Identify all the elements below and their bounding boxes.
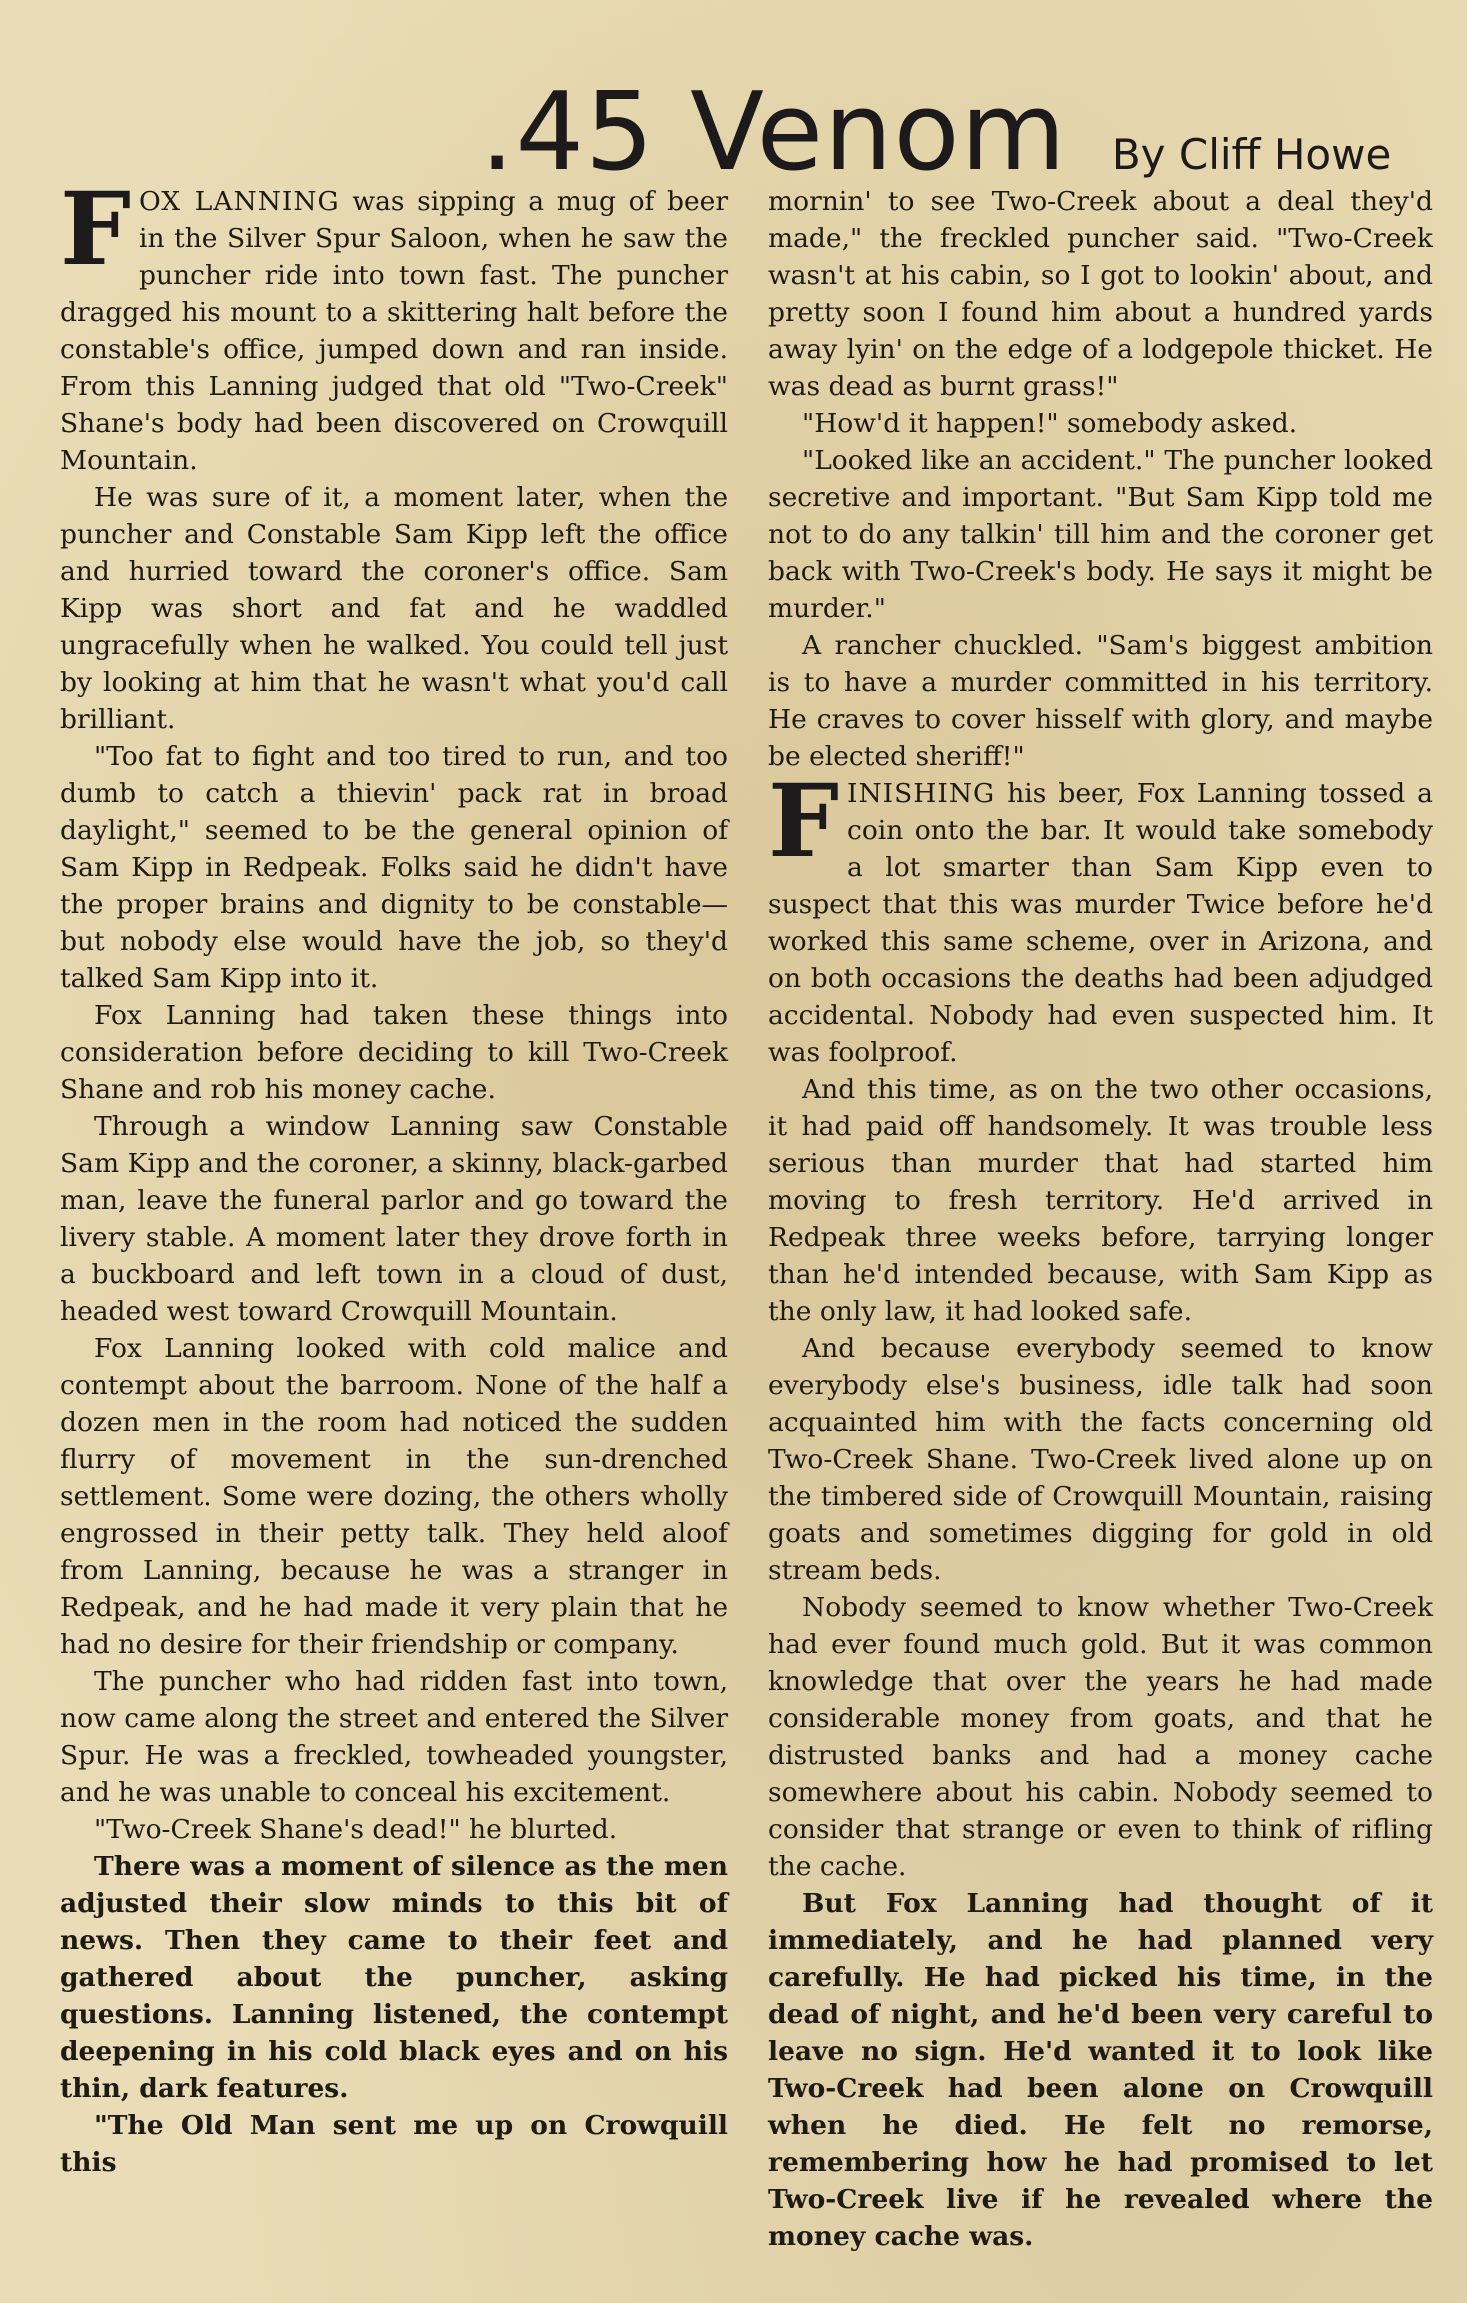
paragraph: The puncher who had ridden fast into town, now came along the street and entered the Silver Spur. He was a freckled, towheaded youngster, and he was unable to conceal his excitement. [60,1666,728,1808]
paragraph-text: was sipping a mug of beer in the Silver Spur Saloon, when he saw the puncher ride into town fast. The puncher dragged his mount to a skittering halt before the constable's office, jumped down and ran inside. From this Lanning judged that old "Two-Creek" Shane's body had been discovered on Crowquill Mountain. [60,186,729,476]
paragraph: He was sure of it, a moment later, when the puncher and Constable Sam Kipp left the office and hurried toward the coroner's office. Sam Kipp was short and fat and he waddled ungracefully when he walked. You could tell just by looking at him that he wasn't what you'd call brilliant. [60,482,728,735]
drop-cap: F [60,170,131,288]
paragraph: "Two-Creek Shane's dead!" he blurted. [94,1814,618,1845]
paragraph [60,170,729,479]
paragraph: And because everybody seemed to know everybody else's business, idle talk had soon acquainted him with the facts concerning old Two-Creek Shane. Two-Creek lived alone up on the timbered side of Crowquill Mountain, raising goats and sometimes digging for gold in old stream beds. [768,1333,1433,1586]
right-column [768,183,1433,2255]
paragraph: Through a window Lanning saw Constable Sam Kipp and the coroner, a skinny, black-garbed man, leave the funeral parlor and go toward the livery stable. A moment later they drove forth in a buckboard and left town in a cloud of dust, headed west toward Crowquill Mountain. [60,1111,728,1327]
lead-in: INISHING [847,778,996,809]
paragraph: A rancher chuckled. "Sam's biggest ambition is to have a murder committed in his territory. He craves to cover hisself with glory, and maybe be elected sheriff!" [768,630,1433,772]
lead-in: OX LANNING [139,186,340,217]
paragraph-text: his beer, Fox Lanning tossed a coin onto the bar. It would take somebody a lot smarter than Sam Kipp even to suspect that this was murder Twice before he'd worked this same scheme, over in Arizona, and on both occasions the deaths had been adjudged accidental. Nobody had even suspected him. It was foolproof. [768,778,1433,1068]
paragraph: "The Old Man sent me up on Crowquill this [60,2110,728,2178]
paragraph: Fox Lanning looked with cold malice and contempt about the barroom. None of the half a dozen men in the room had noticed the sudden flurry of movement in the sun-drenched settlement. Some were dozing, the others wholly engrossed in their petty talk. They held aloof from Lanning, because he was a stranger in Redpeak, and he had made it very plain that he had no desire for their friendship or company. [60,1333,728,1660]
paragraph: "Too fat to fight and too tired to run, and too dumb to catch a thievin' pack rat in broad daylight," seemed to be the general opinion of Sam Kipp in Redpeak. Folks said he didn't have the proper brains and dignity to be constable—but nobody else would have the job, so they'd talked Sam Kipp into it. [60,741,728,994]
story-byline: By Cliff Howe [1111,130,1392,179]
paragraph: mornin' to see Two-Creek about a deal they'd made," the freckled puncher said. "Two-Creek wasn't at his cabin, so I got to lookin' about, and pretty soon I found him about a hundred yards away lyin' on the edge of a lodgepole thicket. He was dead as burnt grass!" [768,186,1433,402]
paragraph: Fox Lanning had taken these things into consideration before deciding to kill Two-Creek Shane and rob his money cache. [60,1000,728,1105]
paragraph [768,762,1433,1071]
paragraph: There was a moment of silence as the men adjusted their slow minds to this bit of news. Then they came to their feet and gathered about the puncher, asking questions. Lanning listened, the contempt deepening in his cold black eyes and on his thin, dark features. [60,1851,728,2104]
paragraph: But Fox Lanning had thought of it immediately, and he had planned very carefully. He had picked his time, in the dead of night, and he'd been very careful to leave no sign. He'd wanted it to look like Two-Creek had been alone on Crowquill when he died. He felt no remorse, remembering how he had promised to let Two-Creek live if he revealed where the money cache was. [768,1888,1433,2252]
paragraph: "How'd it happen!" somebody asked. [802,408,1298,439]
paragraph: "Looked like an accident." The puncher looked secretive and important. "But Sam Kipp told me not to do any talkin' till him and the coroner get back with Two-Creek's body. He says it might be murder." [768,445,1433,624]
story-heading [480,70,1440,195]
left-column [60,170,729,2181]
drop-cap: F [768,762,839,880]
story-title: .45 Venom [480,70,1067,195]
paragraph: And this time, as on the two other occasions, it had paid off handsomely. It was trouble less serious than murder that had started him moving to fresh territory. He'd arrived in Redpeak three weeks before, tarrying longer than he'd intended because, with Sam Kipp as the only law, it had looked safe. [768,1074,1433,1327]
paragraph: Nobody seemed to know whether Two-Creek had ever found much gold. But it was common knowledge that over the years he had made considerable money from goats, and that he distrusted banks and had a money cache somewhere about his cabin. Nobody seemed to consider that strange or even to think of rifling the cache. [768,1592,1433,1882]
